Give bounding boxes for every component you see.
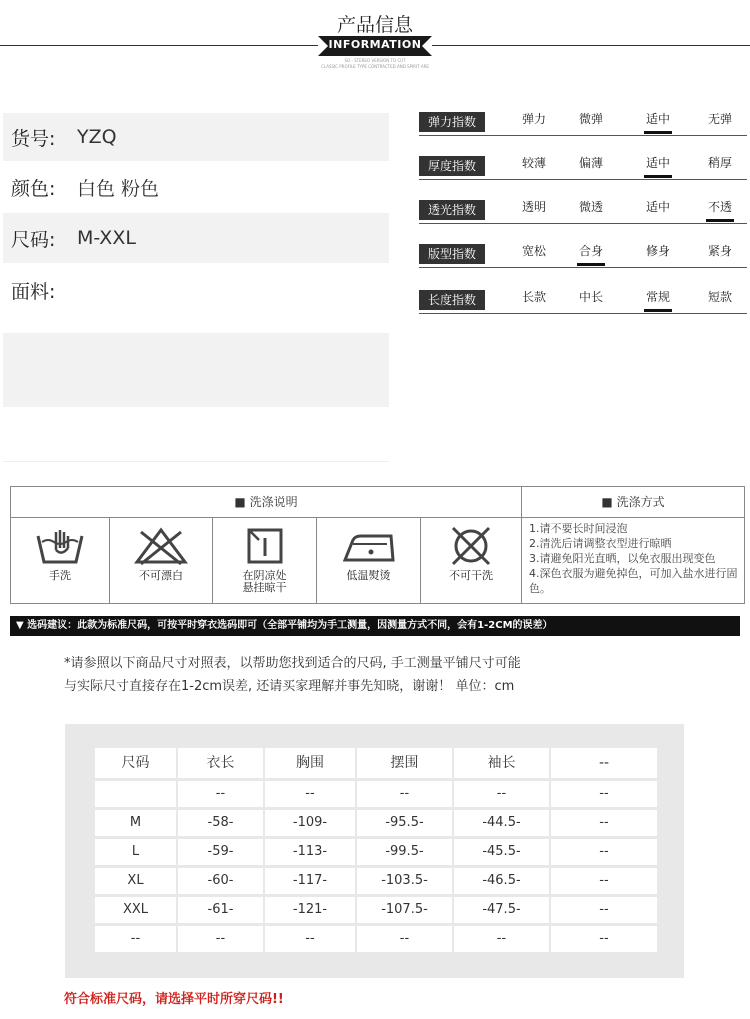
no-bleach-icon xyxy=(133,526,189,566)
wash-instructions-title: ■ 洗涤说明 xyxy=(234,495,298,509)
size-note-line: 与实际尺寸直接存在1-2cm误差, 还请买家理解并事先知晓，谢谢！ 单位：cm xyxy=(64,679,515,694)
no-dry-clean-icon xyxy=(443,526,499,566)
info-row-size xyxy=(3,213,389,263)
size-table-cell: -113- xyxy=(265,839,355,865)
info-spacer xyxy=(3,333,389,407)
size-table-cell: M xyxy=(95,810,176,836)
index-rule xyxy=(419,135,747,136)
index-label: 长度指数 xyxy=(419,290,485,310)
size-table-row xyxy=(95,781,657,807)
info-row-color xyxy=(3,161,389,213)
wash-caption: 不可干洗 xyxy=(449,569,493,582)
index-rule xyxy=(419,267,747,268)
size-table-cell: -46.5- xyxy=(454,868,549,894)
size-table-cell: -- xyxy=(551,781,657,807)
index-option: 稍厚 xyxy=(707,156,732,170)
size-table-cell: -- xyxy=(551,839,657,865)
size-advice-banner: ▼ 选码建议：此款为标准尺码，可按平时穿衣选码即可（全部平铺均为手工测量，因测量方式不同，会有1-2CM的误差） xyxy=(10,616,740,636)
index-label: 透光指数 xyxy=(419,200,485,220)
size-table-header-row xyxy=(95,748,657,778)
hand-wash-icon xyxy=(32,526,88,566)
wash-table xyxy=(10,486,745,604)
low-iron-icon xyxy=(339,526,399,566)
wash-note: 1.请不要长时间浸泡 xyxy=(529,522,628,535)
wash-note: 2.清洗后请调整衣型进行晾晒 xyxy=(529,537,672,550)
size-table-header-cell: -- xyxy=(551,748,657,778)
info-label: 颜色: xyxy=(11,177,56,200)
info-value: YZQ xyxy=(77,126,117,148)
shade-dry-icon xyxy=(237,526,293,566)
size-table-cell: L xyxy=(95,839,176,865)
size-table-cell: -- xyxy=(265,781,355,807)
size-table-cell: -117- xyxy=(265,868,355,894)
index-option: 紧身 xyxy=(707,244,732,258)
index-row xyxy=(419,110,747,136)
header-subtitle-1: SO - STEREO VERSION TO CUT xyxy=(344,58,406,63)
wash-note: 3.请避免阳光直晒，以免衣服出现变色 xyxy=(529,552,716,565)
size-table-cell: -44.5- xyxy=(454,810,549,836)
size-table-cell xyxy=(95,781,176,807)
wash-cell-no-bleach xyxy=(110,518,212,604)
size-table-cell: -99.5- xyxy=(357,839,452,865)
size-table-header-cell: 尺码 xyxy=(95,748,176,778)
header-rule-right xyxy=(432,45,750,46)
size-table-cell: -103.5- xyxy=(357,868,452,894)
index-row xyxy=(419,288,747,314)
info-row-fabric xyxy=(3,263,389,313)
wash-cell-shade-dry xyxy=(213,518,316,604)
info-row-item-no xyxy=(3,113,389,161)
wash-caption: 低温熨烫 xyxy=(346,569,391,582)
index-label: 厚度指数 xyxy=(419,156,485,176)
information-badge xyxy=(318,36,432,56)
size-note-line: *请参照以下商品尺寸对照表，以帮助您找到适合的尺码, 手工测量平铺尺寸可能 xyxy=(64,656,521,671)
header-subtitle-2: CLASSIC PROFILE TYPE CONTRACTED AND SPIRIT ARE xyxy=(321,64,429,69)
info-spacer xyxy=(3,407,389,462)
index-option: 宽松 xyxy=(521,244,546,258)
size-table-cell: -- xyxy=(357,781,452,807)
size-table-cell: -47.5- xyxy=(454,897,549,923)
size-table-cell: -- xyxy=(178,926,263,952)
wash-cell-no-dry-clean xyxy=(421,518,521,604)
index-rule xyxy=(419,179,747,180)
size-table-header-cell: 袖长 xyxy=(454,748,549,778)
footer-warning: 符合标准尺码，请选择平时所穿尺码!! xyxy=(64,992,284,1007)
header-rule-left xyxy=(0,45,318,46)
index-option: 弹力 xyxy=(521,112,546,126)
wash-caption: 手洗 xyxy=(49,569,71,582)
section-title: 产品信息 xyxy=(336,14,413,36)
size-table-row xyxy=(95,926,657,952)
index-option: 修身 xyxy=(645,244,670,258)
index-option: 透明 xyxy=(521,200,546,214)
size-table-cell: -- xyxy=(454,781,549,807)
index-row xyxy=(419,154,747,180)
index-option: 适中 xyxy=(645,200,670,214)
index-label: 版型指数 xyxy=(419,244,485,264)
size-table-cell: -- xyxy=(454,926,549,952)
index-label: 弹力指数 xyxy=(419,112,485,132)
info-label: 货号: xyxy=(11,127,56,150)
information-badge-text: INFORMATION xyxy=(328,38,422,51)
index-option-selected: 合身 xyxy=(569,242,613,260)
wash-notes xyxy=(529,521,743,596)
size-table-row xyxy=(95,897,657,923)
index-rule xyxy=(419,313,747,314)
size-table-header-cell: 衣长 xyxy=(178,748,263,778)
index-option: 较薄 xyxy=(521,156,546,170)
index-option: 中长 xyxy=(578,290,603,304)
size-table-cell: -- xyxy=(178,781,263,807)
size-table-header-cell: 胸围 xyxy=(265,748,355,778)
wash-cell-low-iron xyxy=(317,518,420,604)
size-table-row xyxy=(95,868,657,894)
info-spacer xyxy=(3,313,389,333)
index-option-selected: 适中 xyxy=(636,154,680,172)
wash-caption: 不可漂白 xyxy=(139,569,183,582)
size-table-row xyxy=(95,839,657,865)
size-table-cell: -121- xyxy=(265,897,355,923)
wash-methods-title: ■ 洗涤方式 xyxy=(601,495,665,509)
index-option-selected: 不透 xyxy=(698,198,742,216)
size-table-cell: -61- xyxy=(178,897,263,923)
index-row xyxy=(419,242,747,268)
size-table-cell: -45.5- xyxy=(454,839,549,865)
index-rule xyxy=(419,223,747,224)
size-table-cell: -- xyxy=(551,810,657,836)
size-table-cell: XL xyxy=(95,868,176,894)
index-row xyxy=(419,198,747,224)
size-table-header-cell: 摆围 xyxy=(357,748,452,778)
size-table-row xyxy=(95,810,657,836)
size-table-cell: -107.5- xyxy=(357,897,452,923)
index-option: 短款 xyxy=(707,290,732,304)
wash-cell-hand-wash xyxy=(11,518,109,604)
size-table-cell: -- xyxy=(551,897,657,923)
size-table-cell: -58- xyxy=(178,810,263,836)
index-option: 微弹 xyxy=(578,112,603,126)
index-option: 偏薄 xyxy=(578,156,603,170)
index-option: 长款 xyxy=(521,290,546,304)
size-table-cell: -59- xyxy=(178,839,263,865)
wash-caption: 在阴凉处 悬挂晾干 xyxy=(242,569,287,594)
index-option-selected: 适中 xyxy=(636,110,680,128)
info-label: 面料: xyxy=(11,281,56,303)
size-table-cell: -- xyxy=(551,926,657,952)
size-table-cell: -- xyxy=(357,926,452,952)
info-value: 白色 粉色 xyxy=(77,177,160,200)
wash-note: 4.深色衣服为避免掉色，可加入盐水进行固色。 xyxy=(529,567,738,595)
size-table-cell: -- xyxy=(551,868,657,894)
size-table-cell: -109- xyxy=(265,810,355,836)
index-option: 无弹 xyxy=(707,112,732,126)
index-option: 微透 xyxy=(578,200,603,214)
size-table-cell: -- xyxy=(265,926,355,952)
size-table-cell: -- xyxy=(95,926,176,952)
size-table-cell: -95.5- xyxy=(357,810,452,836)
size-table-cell: XXL xyxy=(95,897,176,923)
size-table-cell: -60- xyxy=(178,868,263,894)
info-value: M-XXL xyxy=(77,227,136,249)
index-option-selected: 常规 xyxy=(636,288,680,306)
info-label: 尺码: xyxy=(11,228,56,251)
